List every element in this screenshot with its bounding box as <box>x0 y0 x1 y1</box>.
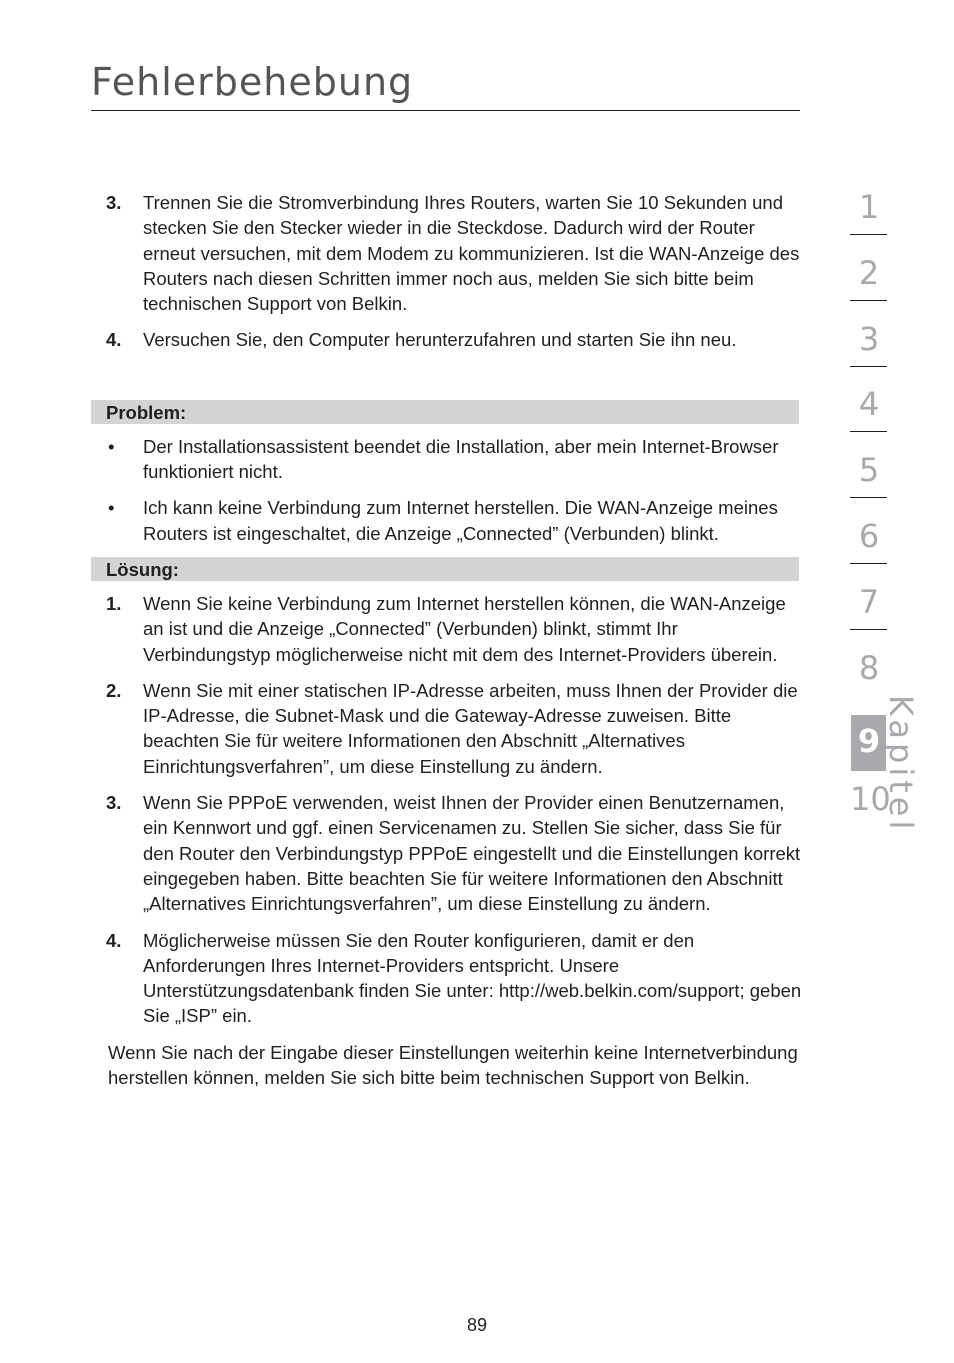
step-text: Wenn Sie keine Verbindung zum Internet herstellen können, die WAN-Anzeige an ist und die Anzeige „Connected” (Verbunden) blinkt, stimmt Ihr Verbindungstyp möglicherweise nicht mit dem des Internet-Providers überein. <box>143 592 786 665</box>
chapter-number: 7 <box>858 582 880 621</box>
chapter-number: 8 <box>858 648 880 687</box>
bullet: • <box>108 497 115 519</box>
chapter-tab-2[interactable] <box>850 251 888 317</box>
step-text: Möglicherweise müssen Sie den Router konfigurieren, damit er den Anforderungen Ihres Internet-Providers entspricht. Unsere Unterstützungsdatenbank finden Sie unter: http://web.belkin.com/support; geben Sie „ISP” ein. <box>143 929 802 1027</box>
chapter-number: 9 <box>857 722 881 761</box>
closing-paragraph: Wenn Sie nach der Eingabe dieser Einstellungen weiterhin keine Internetverbindung herstellen können, melden Sie sich bitte beim technischen Support von Belkin. <box>108 1041 798 1089</box>
page-title: Fehlerbehebung <box>91 60 414 104</box>
step-number: 1. <box>106 592 122 614</box>
problem-heading: Problem: <box>91 400 799 424</box>
solution-step <box>91 928 803 1029</box>
chapter-tab-4[interactable] <box>850 382 888 448</box>
step-text: Trennen Sie die Stromverbindung Ihres Routers, warten Sie 10 Sekunden und stecken Sie den Stecker wieder in die Steckdose. Dadurch wird der Router erneut versuchen, mit dem Modem zu kommunizieren. Ist die WAN-Anzeige des Routers nach diesen Schritten immer noch aus, melden Sie sich bitte beim technischen Support von Belkin. <box>143 192 800 315</box>
main-content <box>91 190 803 1090</box>
bullet: • <box>108 435 115 457</box>
chapter-number: 10 <box>850 780 891 819</box>
chapter-tab-1[interactable] <box>850 185 888 251</box>
chapter-number: 2 <box>858 253 880 292</box>
step-number: 3. <box>106 192 122 213</box>
step-number: 3. <box>106 792 122 814</box>
chapter-number: 5 <box>858 451 880 490</box>
solution-heading: Lösung: <box>91 557 799 581</box>
chapter-tab-3[interactable] <box>850 317 888 383</box>
step-number: 2. <box>106 679 122 701</box>
step-text: Wenn Sie mit einer statischen IP-Adresse arbeiten, muss Ihnen der Provider die IP-Adresse, die Subnet-Mask und die Gateway-Adresse zuweisen. Bitte beachten Sie für weitere Informationen den Abschnitt „Alternatives Einrichtungsverfahren”, um diese Einstellung zu ändern. <box>143 679 798 777</box>
chapter-label-text: Kapitel <box>882 695 920 834</box>
solution-step <box>91 790 803 916</box>
chapter-number: 4 <box>858 385 880 424</box>
step-text: Wenn Sie PPPoE verwenden, weist Ihnen der Provider einen Benutzernamen, ein Kennwort und ggf. einen Servicenamen zu. Stellen Sie sicher, dass Sie für den Router den Verbindungstyp PPPoE eingestellt und die Einstellungen korrekt eingegeben haben. Bitte beachten Sie für weitere Informationen den Abschnitt „Alternatives Einrichtungsverfahren”, um diese Einstellung zu ändern. <box>143 792 801 915</box>
problem-text: Ich kann keine Verbindung zum Internet herstellen. Die WAN-Anzeige meines Routers ist eingeschaltet, die Anzeige „Connected” (Verbunden) blinkt. <box>143 497 778 544</box>
step-number: 4. <box>106 329 122 351</box>
chapter-number: 6 <box>858 516 880 555</box>
chapter-tab-5[interactable] <box>850 448 888 514</box>
step-text: Versuchen Sie, den Computer herunterzufahren und starten Sie ihn neu. <box>143 329 737 351</box>
solution-step <box>91 678 803 779</box>
intro-step <box>91 327 803 352</box>
problem-item <box>91 434 803 485</box>
solution-step <box>91 591 803 667</box>
intro-step <box>91 190 803 316</box>
chapter-label <box>882 695 940 834</box>
problem-item <box>91 495 803 546</box>
chapter-number: 1 <box>858 188 880 226</box>
chapter-tab-6[interactable] <box>850 514 888 580</box>
problem-text: Der Installationsassistent beendet die Installation, aber mein Internet-Browser funktioniert nicht. <box>143 435 779 483</box>
title-divider <box>91 110 800 111</box>
chapter-number: 3 <box>858 319 880 358</box>
step-number: 4. <box>106 929 122 951</box>
chapter-tab-7[interactable] <box>850 580 888 646</box>
page-number: 89 <box>466 1315 488 1335</box>
